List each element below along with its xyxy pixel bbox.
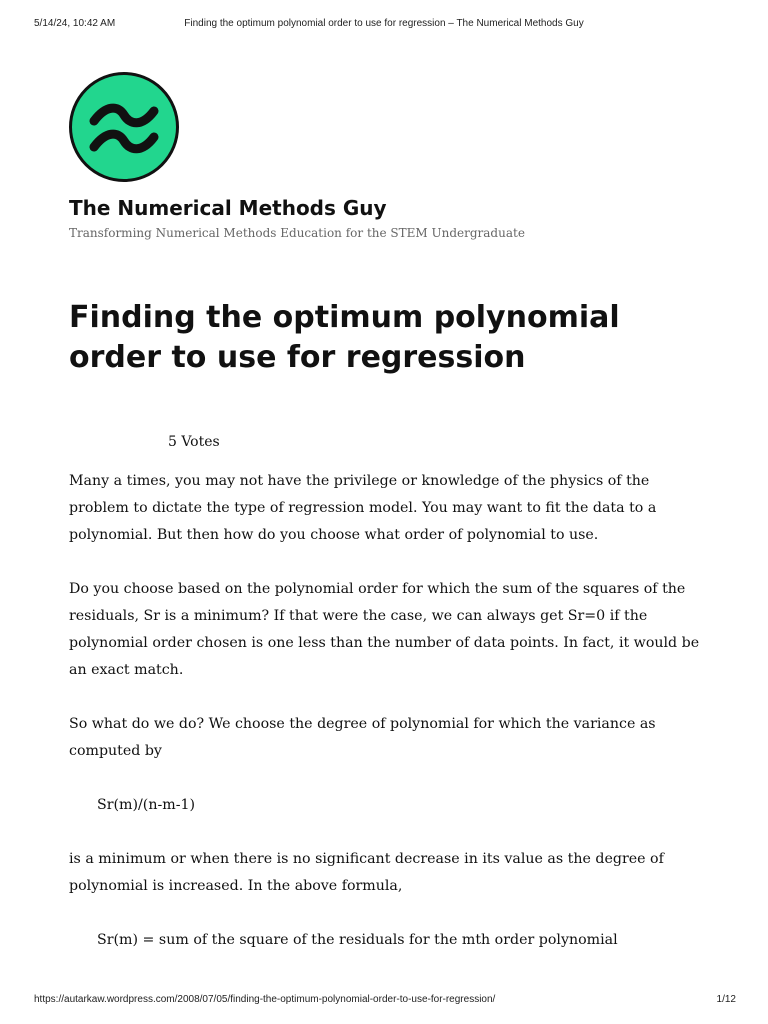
print-header [0,0,768,40]
print-datetime: 5/14/24, 10:42 AM [34,18,116,29]
variance-formula: Sr(m)/(n-m-1) [97,797,196,813]
paragraph: So what do we do? We choose the degree of polynomial for which the variance as computed by [69,716,656,759]
paragraph: Do you choose based on the polynomial order for which the sum of the squares of the residuals, Sr is a minimum? If that were the case, we can always get Sr=0 if the polynomial order chosen is one less than the number of data points. In fact, it would be an exact match. [69,581,700,678]
page-number: 1/12 [716,994,736,1005]
votes-count: 5 Votes [168,434,220,450]
paragraph: Many a times, you may not have the privilege or knowledge of the physics of the problem to dictate the type of regression model. You may want to fit the data to a polynomial. But then how do you choose what order of polynomial to use. [69,473,657,543]
print-footer [0,994,768,1014]
page-url: https://autarkaw.wordpress.com/2008/07/05/finding-the-optimum-polynomial-order-to-use-for-regression/ [34,994,496,1005]
approx-equal-icon [72,75,176,179]
post-title: Finding the optimum polynomial order to use for regression [69,300,620,375]
site-logo[interactable] [69,72,179,182]
paragraph: is a minimum or when there is no significant decrease in its value as the degree of polynomial is increased. In the above formula, [69,851,664,894]
site-tagline: Transforming Numerical Methods Education for the STEM Undergraduate [69,226,525,240]
site-title[interactable]: The Numerical Methods Guy [69,196,387,220]
print-document-title: Finding the optimum polynomial order to use for regression – The Numerical Methods Guy [184,18,584,29]
post-content [69,468,709,981]
sr-definition: Sr(m) = sum of the square of the residuals for the mth order polynomial [97,932,618,948]
